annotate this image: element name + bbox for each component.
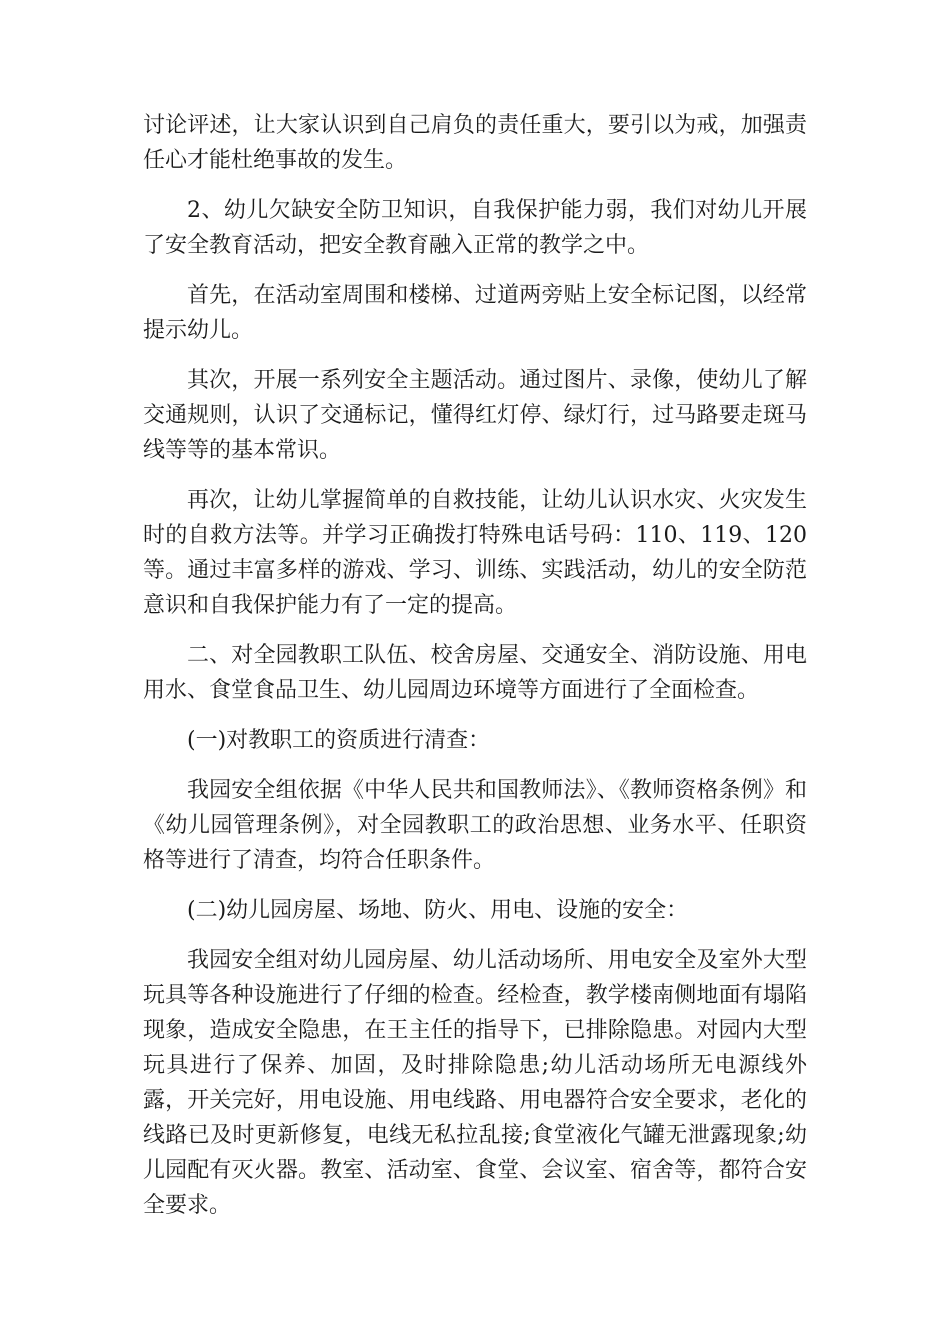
section-heading-two: 二、对全园教职工队伍、校舍房屋、交通安全、消防设施、用电用水、食堂食品卫生、幼儿园周边环境等方面进行了全面检查。: [143, 643, 807, 703]
paragraph-third: 再次，让幼儿掌握简单的自救技能，让幼儿认识水灾、火灾发生时的自救方法等。并学习正确拨打特殊电话号码：110、119、120等。通过丰富多样的游戏、学习、训练、实践活动，幼儿的安全防范意识和自我保护能力有了一定的提高。: [143, 488, 807, 618]
paragraph-second: 其次，开展一系列安全主题活动。通过图片、录像，使幼儿了解交通规则，认识了交通标记，懂得红灯停、绿灯行，过马路要走斑马线等等的基本常识。: [143, 368, 807, 463]
paragraph-item-2: 2、幼儿欠缺安全防卫知识，自我保护能力弱，我们对幼儿开展了安全教育活动，把安全教育融入正常的教学之中。: [143, 198, 807, 258]
subsection-heading-two: (二)幼儿园房屋、场地、防火、用电、设施的安全：: [187, 898, 689, 923]
document-body: [143, 108, 807, 1238]
paragraph-facility-check: 我园安全组对幼儿园房屋、幼儿活动场所、用电安全及室外大型玩具等各种设施进行了仔细的检查。经检查，教学楼南侧地面有塌陷现象，造成安全隐患，在王主任的指导下，已排除隐患。对园内大型玩具进行了保养、加固，及时排除隐患;幼儿活动场所无电源线外露，开关完好，用电设施、用电线路、用电器符合安全要求，老化的线路已及时更新修复，电线无私拉乱接;食堂液化气罐无泄露现象;幼儿园配有灭火器。教室、活动室、食堂、会议室、宿舍等，都符合安全要求。: [143, 948, 807, 1218]
paragraph-continuation: 讨论评述，让大家认识到自己肩负的责任重大，要引以为戒，加强责任心才能杜绝事故的发生。: [143, 113, 807, 173]
subsection-heading-one: (一)对教职工的资质进行清查：: [187, 728, 491, 753]
paragraph-first: 首先，在活动室周围和楼梯、过道两旁贴上安全标记图，以经常提示幼儿。: [143, 283, 807, 343]
paragraph-staff-review: 我园安全组依据《中华人民共和国教师法》、《教师资格条例》和《幼儿园管理条例》，对全园教职工的政治思想、业务水平、任职资格等进行了清查，均符合任职条件。: [143, 778, 807, 873]
